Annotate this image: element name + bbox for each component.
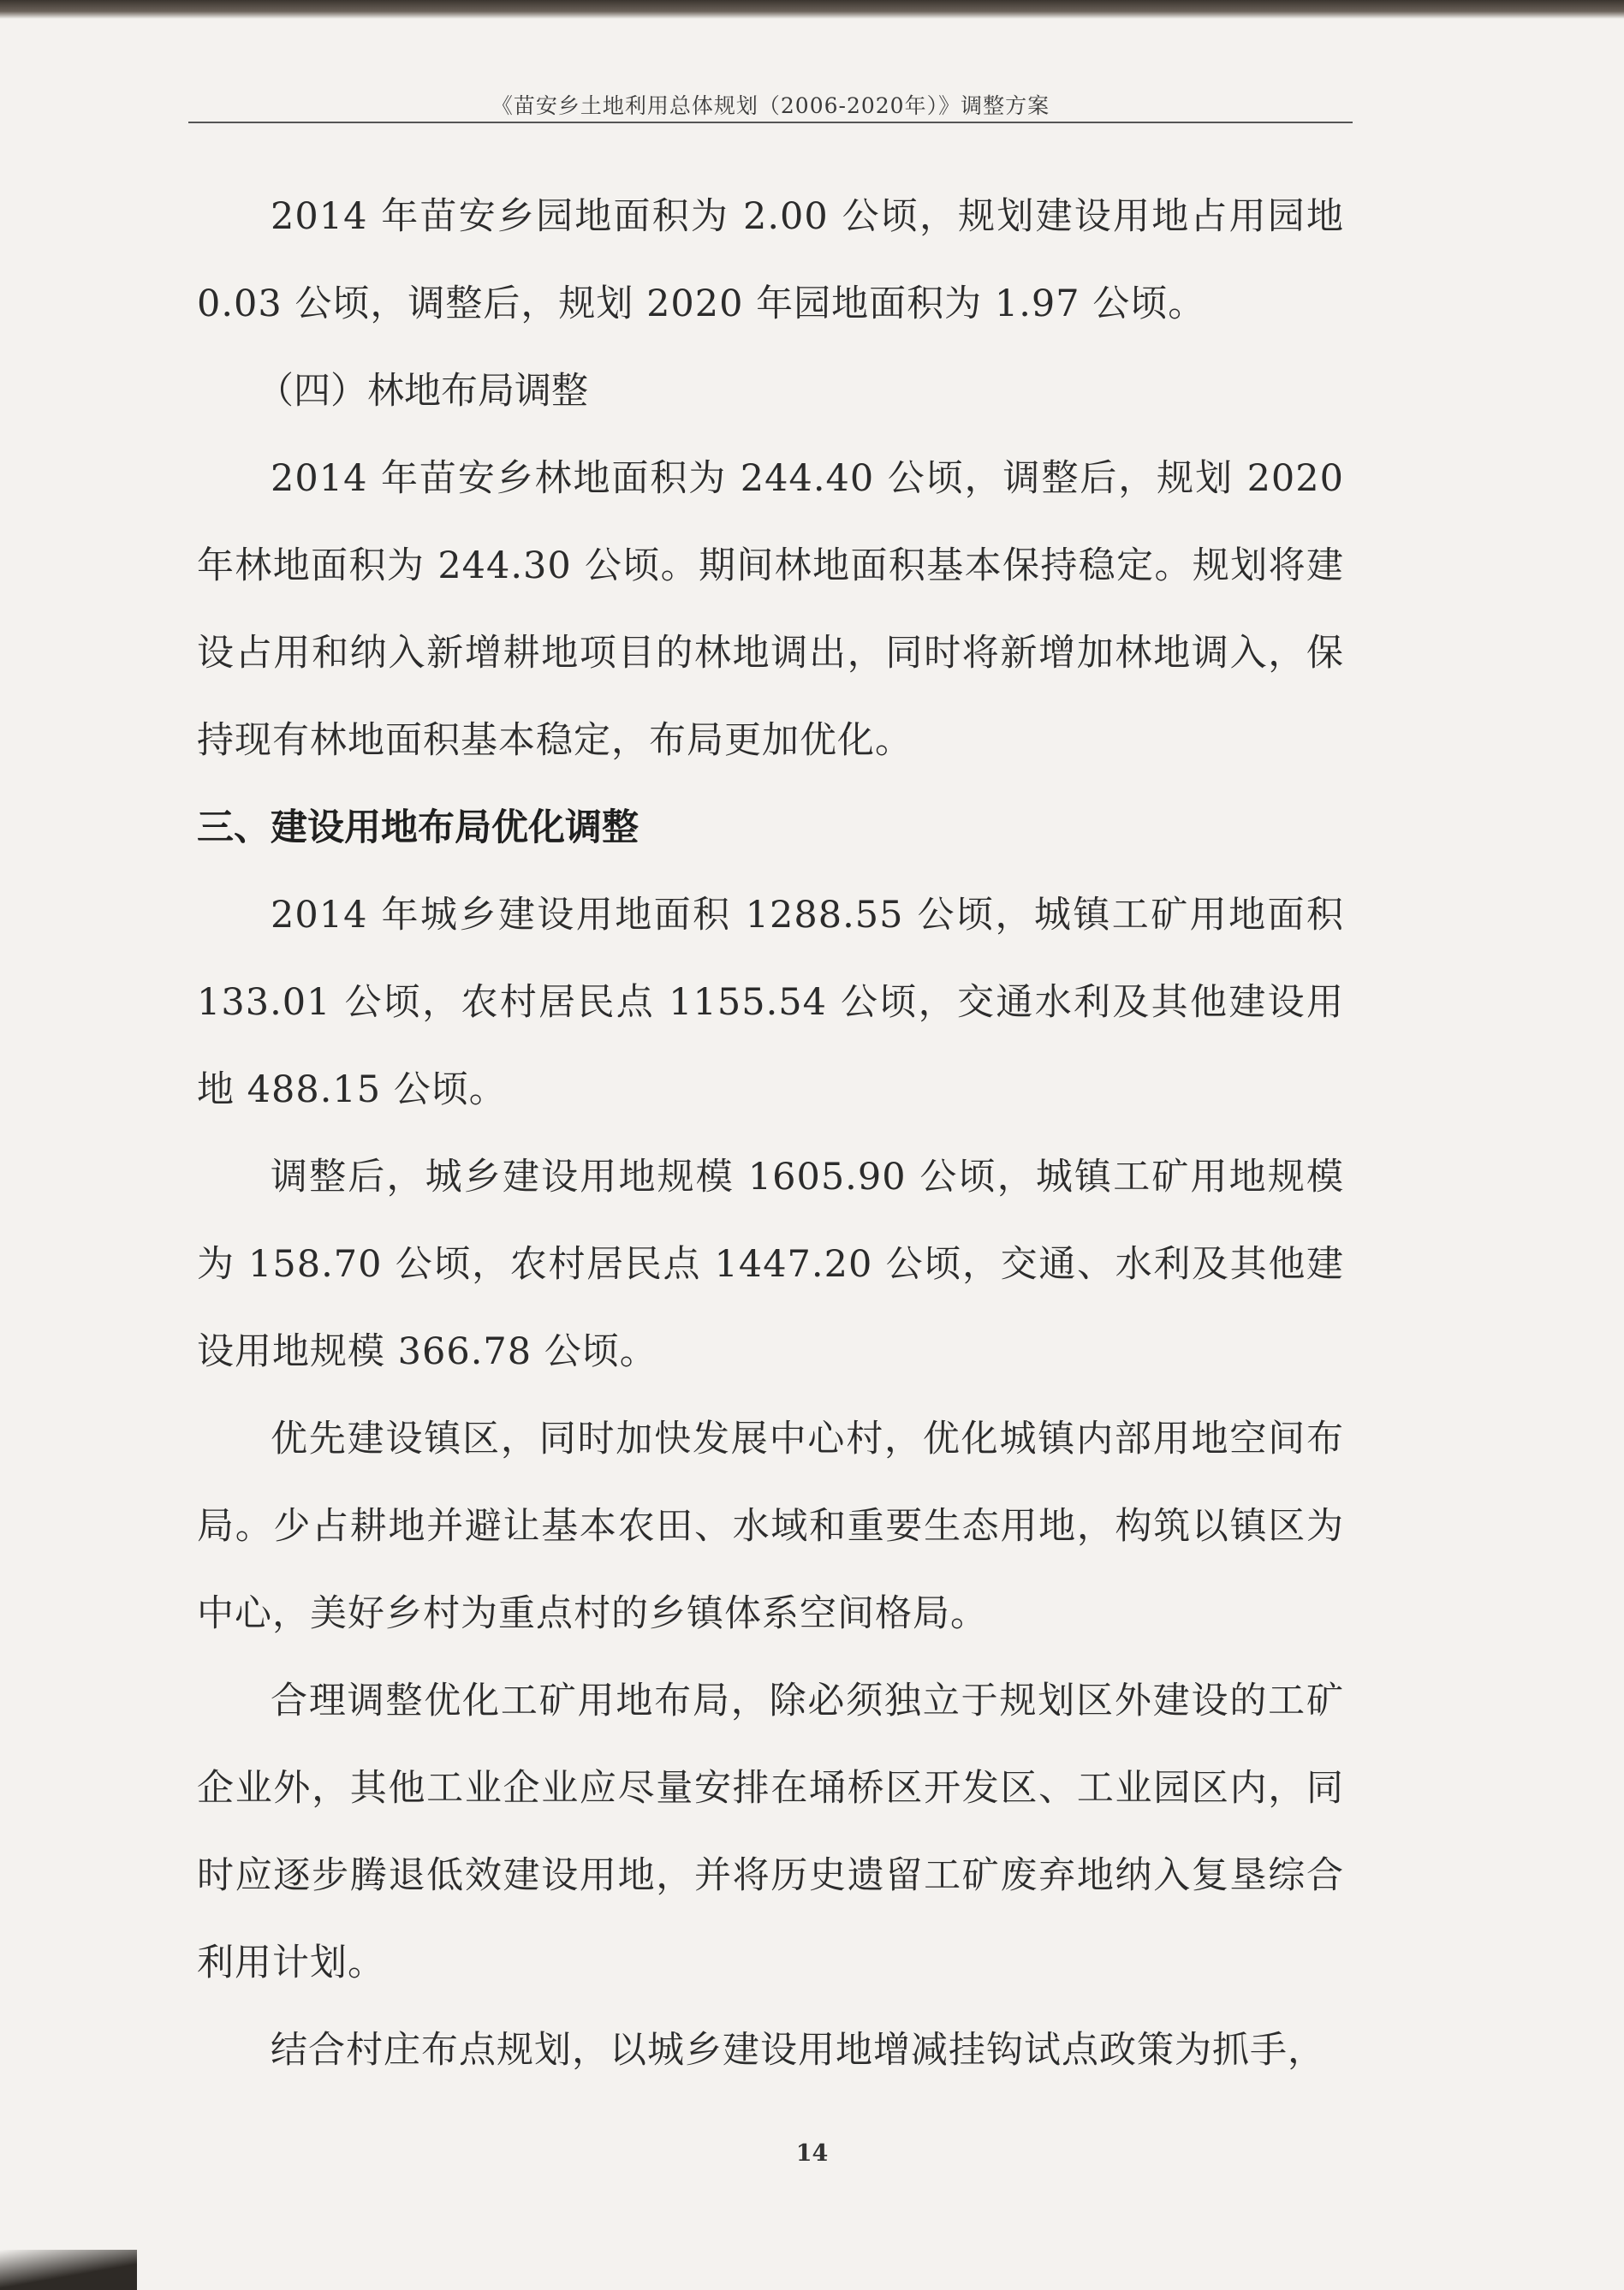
scan-edge-bottom-left: [0, 2250, 137, 2290]
paragraph-construction-adjusted: 调整后，城乡建设用地规模 1605.90 公顷，城镇工矿用地规模为 158.70 公顷，农村居民点 1447.20 公顷，交通、水利及其他建设用地规模 366.78 公顷。: [197, 1156, 1344, 1373]
paragraph-industrial-layout: 合理调整优化工矿用地布局，除必须独立于规划区外建设的工矿企业外，其他工业企业应尽量安排在埇桥区开发区、工业园区内，同时应逐步腾退低效建设用地，并将历史遗留工矿废弃地纳入复垦综合利用计划。: [197, 1680, 1344, 1984]
page-number: 14: [795, 2140, 829, 2167]
header-rule: [188, 122, 1353, 123]
paragraph-town-priority: 优先建设镇区，同时加快发展中心村，优化城镇内部用地空间布局。少占耕地并避让基本农田、水域和重要生态用地，构筑以镇区为中心，美好乡村为重点村的乡镇体系空间格局。: [197, 1418, 1344, 1635]
paragraph-construction-2014: 2014 年城乡建设用地面积 1288.55 公顷，城镇工矿用地面积 133.01 公顷，农村居民点 1155.54 公顷，交通水利及其他建设用地 488.15 公顷。: [197, 894, 1344, 1111]
paragraph-orchard-land: 2014 年苗安乡园地面积为 2.00 公顷，规划建设用地占用园地 0.03 公顷，调整后，规划 2020 年园地面积为 1.97 公顷。: [197, 195, 1344, 325]
paragraph-village-planning: 结合村庄布点规划，以城乡建设用地增减挂钩试点政策为抓手，: [271, 2029, 1325, 2072]
section-heading-construction-land: 三、建设用地布局优化调整: [197, 806, 639, 849]
running-header: 《苗安乡土地利用总体规划（2006-2020年）》调整方案: [491, 93, 1050, 118]
paragraph-forest-land: 2014 年苗安乡林地面积为 244.40 公顷，调整后，规划 2020 年林地面积为 244.30 公顷。期间林地面积基本保持稳定。规划将建设占用和纳入新增耕地项目的林地调出，同时将新增加林地调入，保持现有林地面积基本稳定，布局更加优化。: [197, 457, 1344, 762]
subheading-forest-layout: （四）林地布局调整: [257, 370, 588, 413]
